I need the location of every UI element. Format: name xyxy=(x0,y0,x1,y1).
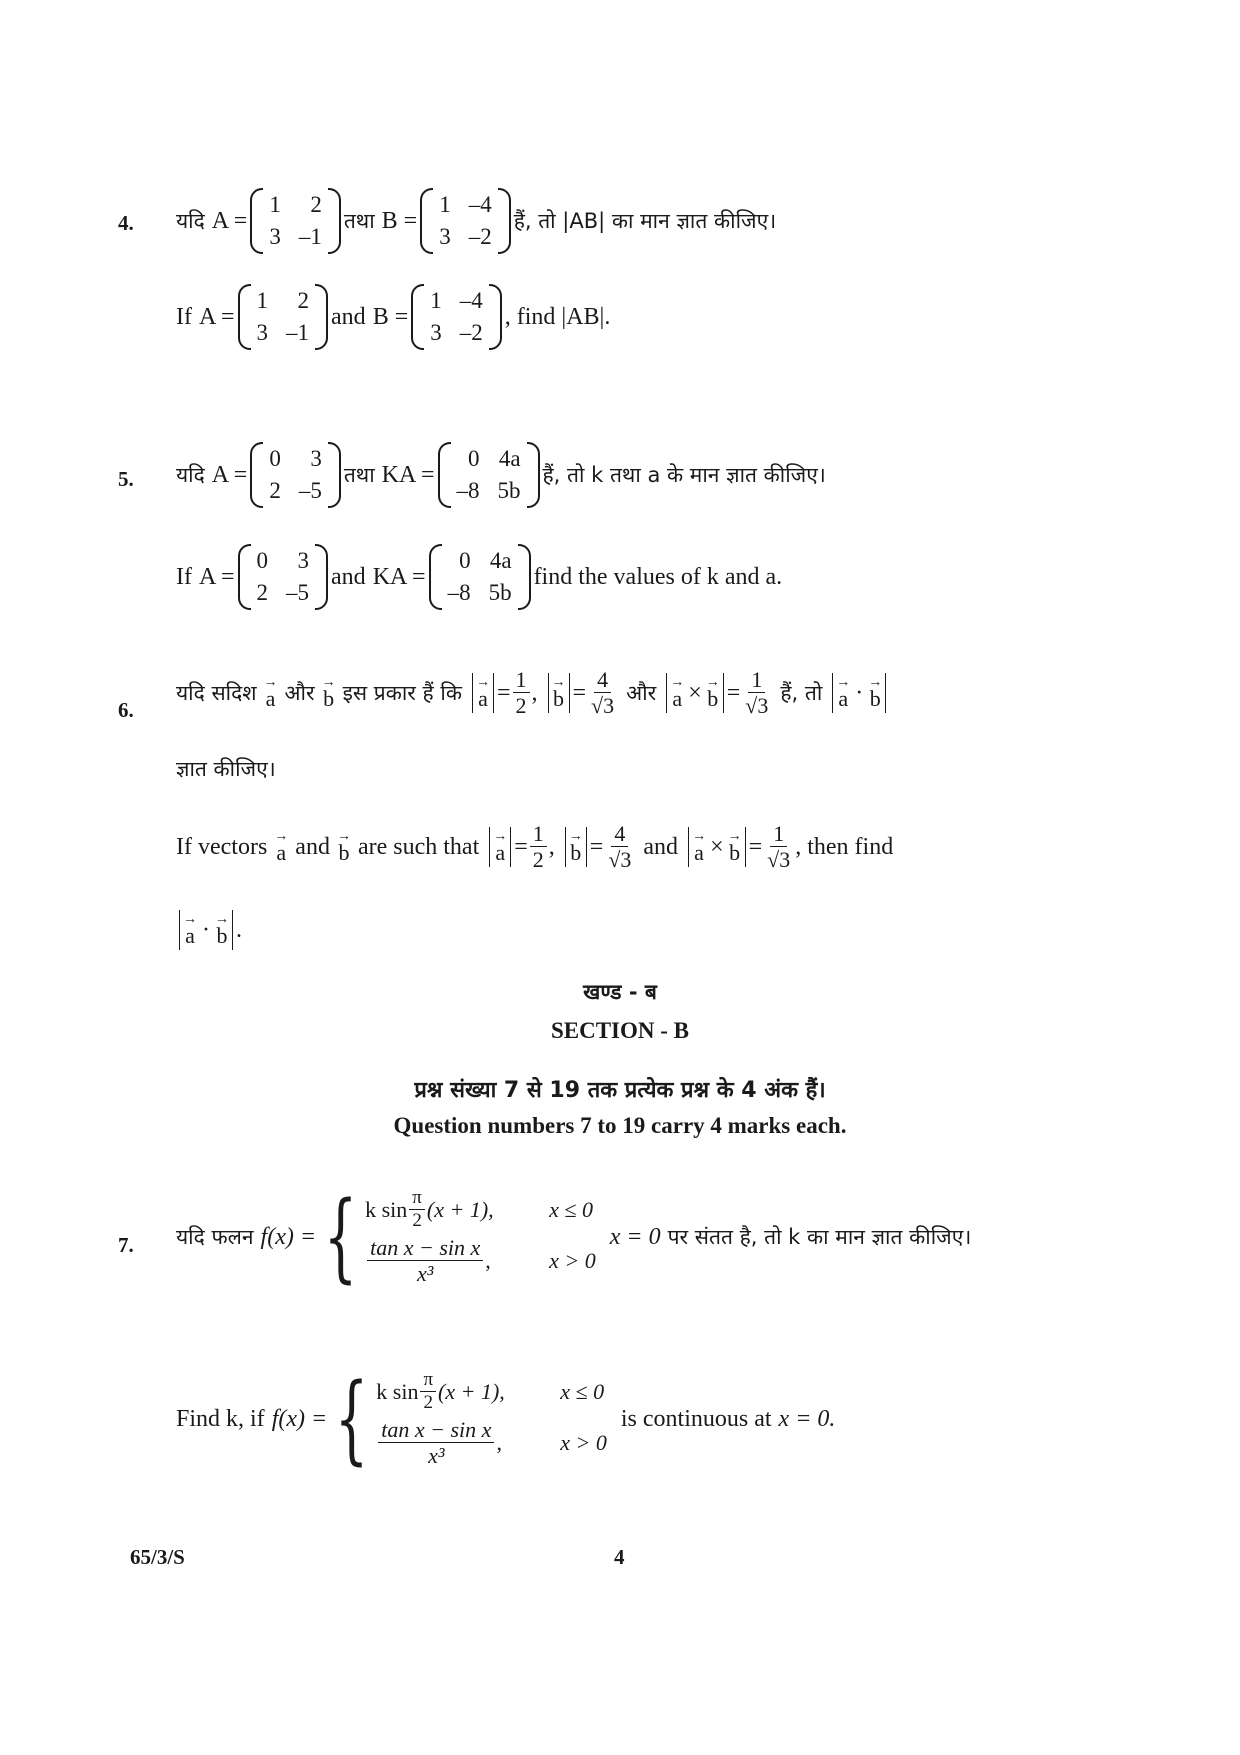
question-number: 4. xyxy=(118,211,134,235)
function-label: f(x) = xyxy=(271,1405,328,1432)
fraction: $\frac{1}{2}$ xyxy=(530,822,547,872)
matrix-label: A = xyxy=(198,303,235,330)
matrix-label: B = xyxy=(372,303,409,330)
equals: = xyxy=(514,833,528,860)
text: यदि सदिश xyxy=(176,681,257,706)
section-title-hindi: खण्ड - ब xyxy=(583,980,657,1004)
question-7-hindi xyxy=(176,1181,972,1294)
section-instruction-english: Question numbers 7 to 19 carry 4 marks each. xyxy=(393,1113,847,1138)
text: , find |AB|. xyxy=(504,303,611,330)
matrix-cell: 0 xyxy=(459,548,471,573)
text: and xyxy=(331,303,366,330)
page-number: 4 xyxy=(614,1545,625,1569)
fraction: $\frac{1}{√3}$ xyxy=(745,667,769,719)
text: If xyxy=(176,563,192,590)
matrix-label: A = xyxy=(211,461,248,488)
matrix-cell: 3 xyxy=(269,224,281,249)
matrix-ka xyxy=(438,442,540,508)
equals: = xyxy=(589,833,604,860)
text: , then find xyxy=(795,833,894,860)
vector-a: → a xyxy=(263,675,278,712)
matrix-cell: –5 xyxy=(298,478,322,503)
text: हैं, तो |AB| का मान ज्ञात कीजिए। xyxy=(513,209,777,233)
matrix-cell: 4a xyxy=(489,548,512,573)
matrix-a xyxy=(238,544,329,610)
matrix-b xyxy=(420,188,511,254)
comma: , xyxy=(531,679,538,706)
fraction: $\frac{1}{2}$ xyxy=(513,668,530,718)
text: तथा xyxy=(343,209,375,233)
matrix-cell: 5b xyxy=(488,580,512,605)
matrix-cell: 1 xyxy=(430,288,442,313)
matrix-cell: –5 xyxy=(286,580,310,605)
text: and xyxy=(643,833,679,860)
equals: = xyxy=(496,679,511,706)
matrix-cell: 3 xyxy=(297,548,310,573)
vector-a: → a xyxy=(274,829,289,866)
text: यदि फलन xyxy=(176,1225,254,1250)
matrix-cell: 0 xyxy=(269,446,281,471)
text: यदि xyxy=(176,463,205,487)
text: and xyxy=(295,833,330,860)
matrix-cell: –4 xyxy=(459,288,483,313)
matrix-label: B = xyxy=(381,207,418,234)
magnitude-cross: → a × → b xyxy=(688,827,746,867)
question-number: 7. xyxy=(118,1233,134,1257)
question-4-hindi xyxy=(176,188,776,254)
equals: = xyxy=(726,679,741,706)
matrix-cell: –2 xyxy=(459,320,483,345)
matrix-cell: –1 xyxy=(298,224,322,249)
magnitude-dot: → a · → b xyxy=(832,673,886,713)
equals: = xyxy=(572,679,587,706)
magnitude-a: → a xyxy=(489,827,511,867)
magnitude-cross: → a × → b xyxy=(666,673,724,713)
matrix-cell: 2 xyxy=(310,192,322,217)
piecewise-cases: k sin $\frac{\pi}{2}$ (x + 1), x ≤ 0 $\frac{\text{tan x − sin x}}{\text{x³}}$ , x > 0 xyxy=(376,1369,607,1468)
matrix-cell: 2 xyxy=(269,478,281,503)
matrix-cell: 0 xyxy=(256,548,269,573)
matrix-cell: 2 xyxy=(297,288,310,313)
text: If xyxy=(176,303,192,330)
matrix-label: A = xyxy=(211,207,248,234)
matrix-cell: –8 xyxy=(456,478,480,503)
left-brace: { xyxy=(323,1181,358,1294)
matrix-cell: –2 xyxy=(468,224,492,249)
period: . xyxy=(236,916,242,943)
matrix-a xyxy=(250,442,341,508)
fraction: $\frac{1}{√3}$ xyxy=(767,821,791,873)
fraction: $\frac{4}{√3}$ xyxy=(608,821,632,873)
magnitude-b: → b xyxy=(548,673,570,713)
matrix-a xyxy=(250,188,341,254)
matrix-cell: –8 xyxy=(447,580,471,605)
vector-b: → b xyxy=(321,675,336,712)
text: तथा xyxy=(343,463,375,487)
question-6-english xyxy=(176,822,893,872)
fraction: $\frac{4}{√3}$ xyxy=(591,667,615,719)
matrix-cell: 4a xyxy=(498,446,521,471)
question-5-english xyxy=(176,544,782,610)
piecewise-cases: k sin $\frac{\pi}{2}$ (x + 1), x ≤ 0 $\frac{\text{tan x − sin x}}{\text{x³}}$ , x > 0 xyxy=(365,1187,596,1286)
paper-code: 65/3/S xyxy=(130,1545,185,1569)
text: और xyxy=(626,681,657,706)
text: find the values of k and a. xyxy=(533,563,783,590)
text: is continuous at xyxy=(620,1405,772,1432)
matrix-cell: 3 xyxy=(439,224,451,249)
magnitude-dot: → a · → b xyxy=(179,910,233,950)
question-6-hindi xyxy=(176,668,889,718)
question-7-english xyxy=(176,1363,836,1476)
matrix-a xyxy=(238,284,329,350)
text: इस प्रकार हैं कि xyxy=(342,681,462,706)
matrix-cell: 1 xyxy=(269,192,281,217)
matrix-b xyxy=(411,284,502,350)
matrix-cell: 3 xyxy=(310,446,322,471)
matrix-cell: –4 xyxy=(468,192,492,217)
matrix-cell: 3 xyxy=(430,320,442,345)
text: ज्ञात कीजिए। xyxy=(176,757,276,781)
equals: = xyxy=(748,833,763,860)
matrix-cell: 1 xyxy=(256,288,269,313)
matrix-ka xyxy=(429,544,531,610)
text: x = 0. xyxy=(778,1405,836,1432)
question-6-english-line2 xyxy=(176,910,242,950)
section-title-english: SECTION - B xyxy=(550,1018,690,1043)
text: Find k, if xyxy=(176,1405,265,1432)
magnitude-b: → b xyxy=(565,827,587,867)
matrix-cell: –1 xyxy=(286,320,310,345)
text: and xyxy=(331,563,366,590)
comma: , xyxy=(548,833,555,860)
matrix-label: A = xyxy=(198,563,235,590)
question-number: 6. xyxy=(118,698,134,722)
matrix-label: KA = xyxy=(381,461,435,488)
section-instruction-hindi: प्रश्न संख्या 7 से 19 तक प्रत्येक प्रश्न के 4 अंक हैं। xyxy=(414,1078,826,1103)
matrix-cell: 0 xyxy=(468,446,480,471)
text: यदि xyxy=(176,209,205,233)
matrix-cell: 1 xyxy=(439,192,451,217)
matrix-cell: 5b xyxy=(497,478,521,503)
matrix-cell: 2 xyxy=(256,580,269,605)
text: If vectors xyxy=(176,833,268,860)
question-number: 5. xyxy=(118,467,134,491)
text: पर संतत है, तो k का मान ज्ञात कीजिए। xyxy=(667,1225,972,1250)
function-label: f(x) = xyxy=(260,1223,317,1250)
text: x = 0 xyxy=(609,1223,661,1250)
question-4-english xyxy=(176,284,610,350)
text: हैं, तो xyxy=(780,681,823,706)
matrix-label: KA = xyxy=(372,563,426,590)
text: और xyxy=(284,681,315,706)
magnitude-a: → a xyxy=(472,673,494,713)
left-brace: { xyxy=(334,1363,369,1476)
text: are such that xyxy=(357,833,480,860)
matrix-cell: 3 xyxy=(256,320,269,345)
question-5-hindi xyxy=(176,442,826,508)
question-6-hindi-line2 xyxy=(176,755,276,783)
vector-b: → b xyxy=(336,829,351,866)
text: हैं, तो k तथा a के मान ज्ञात कीजिए। xyxy=(542,463,826,487)
